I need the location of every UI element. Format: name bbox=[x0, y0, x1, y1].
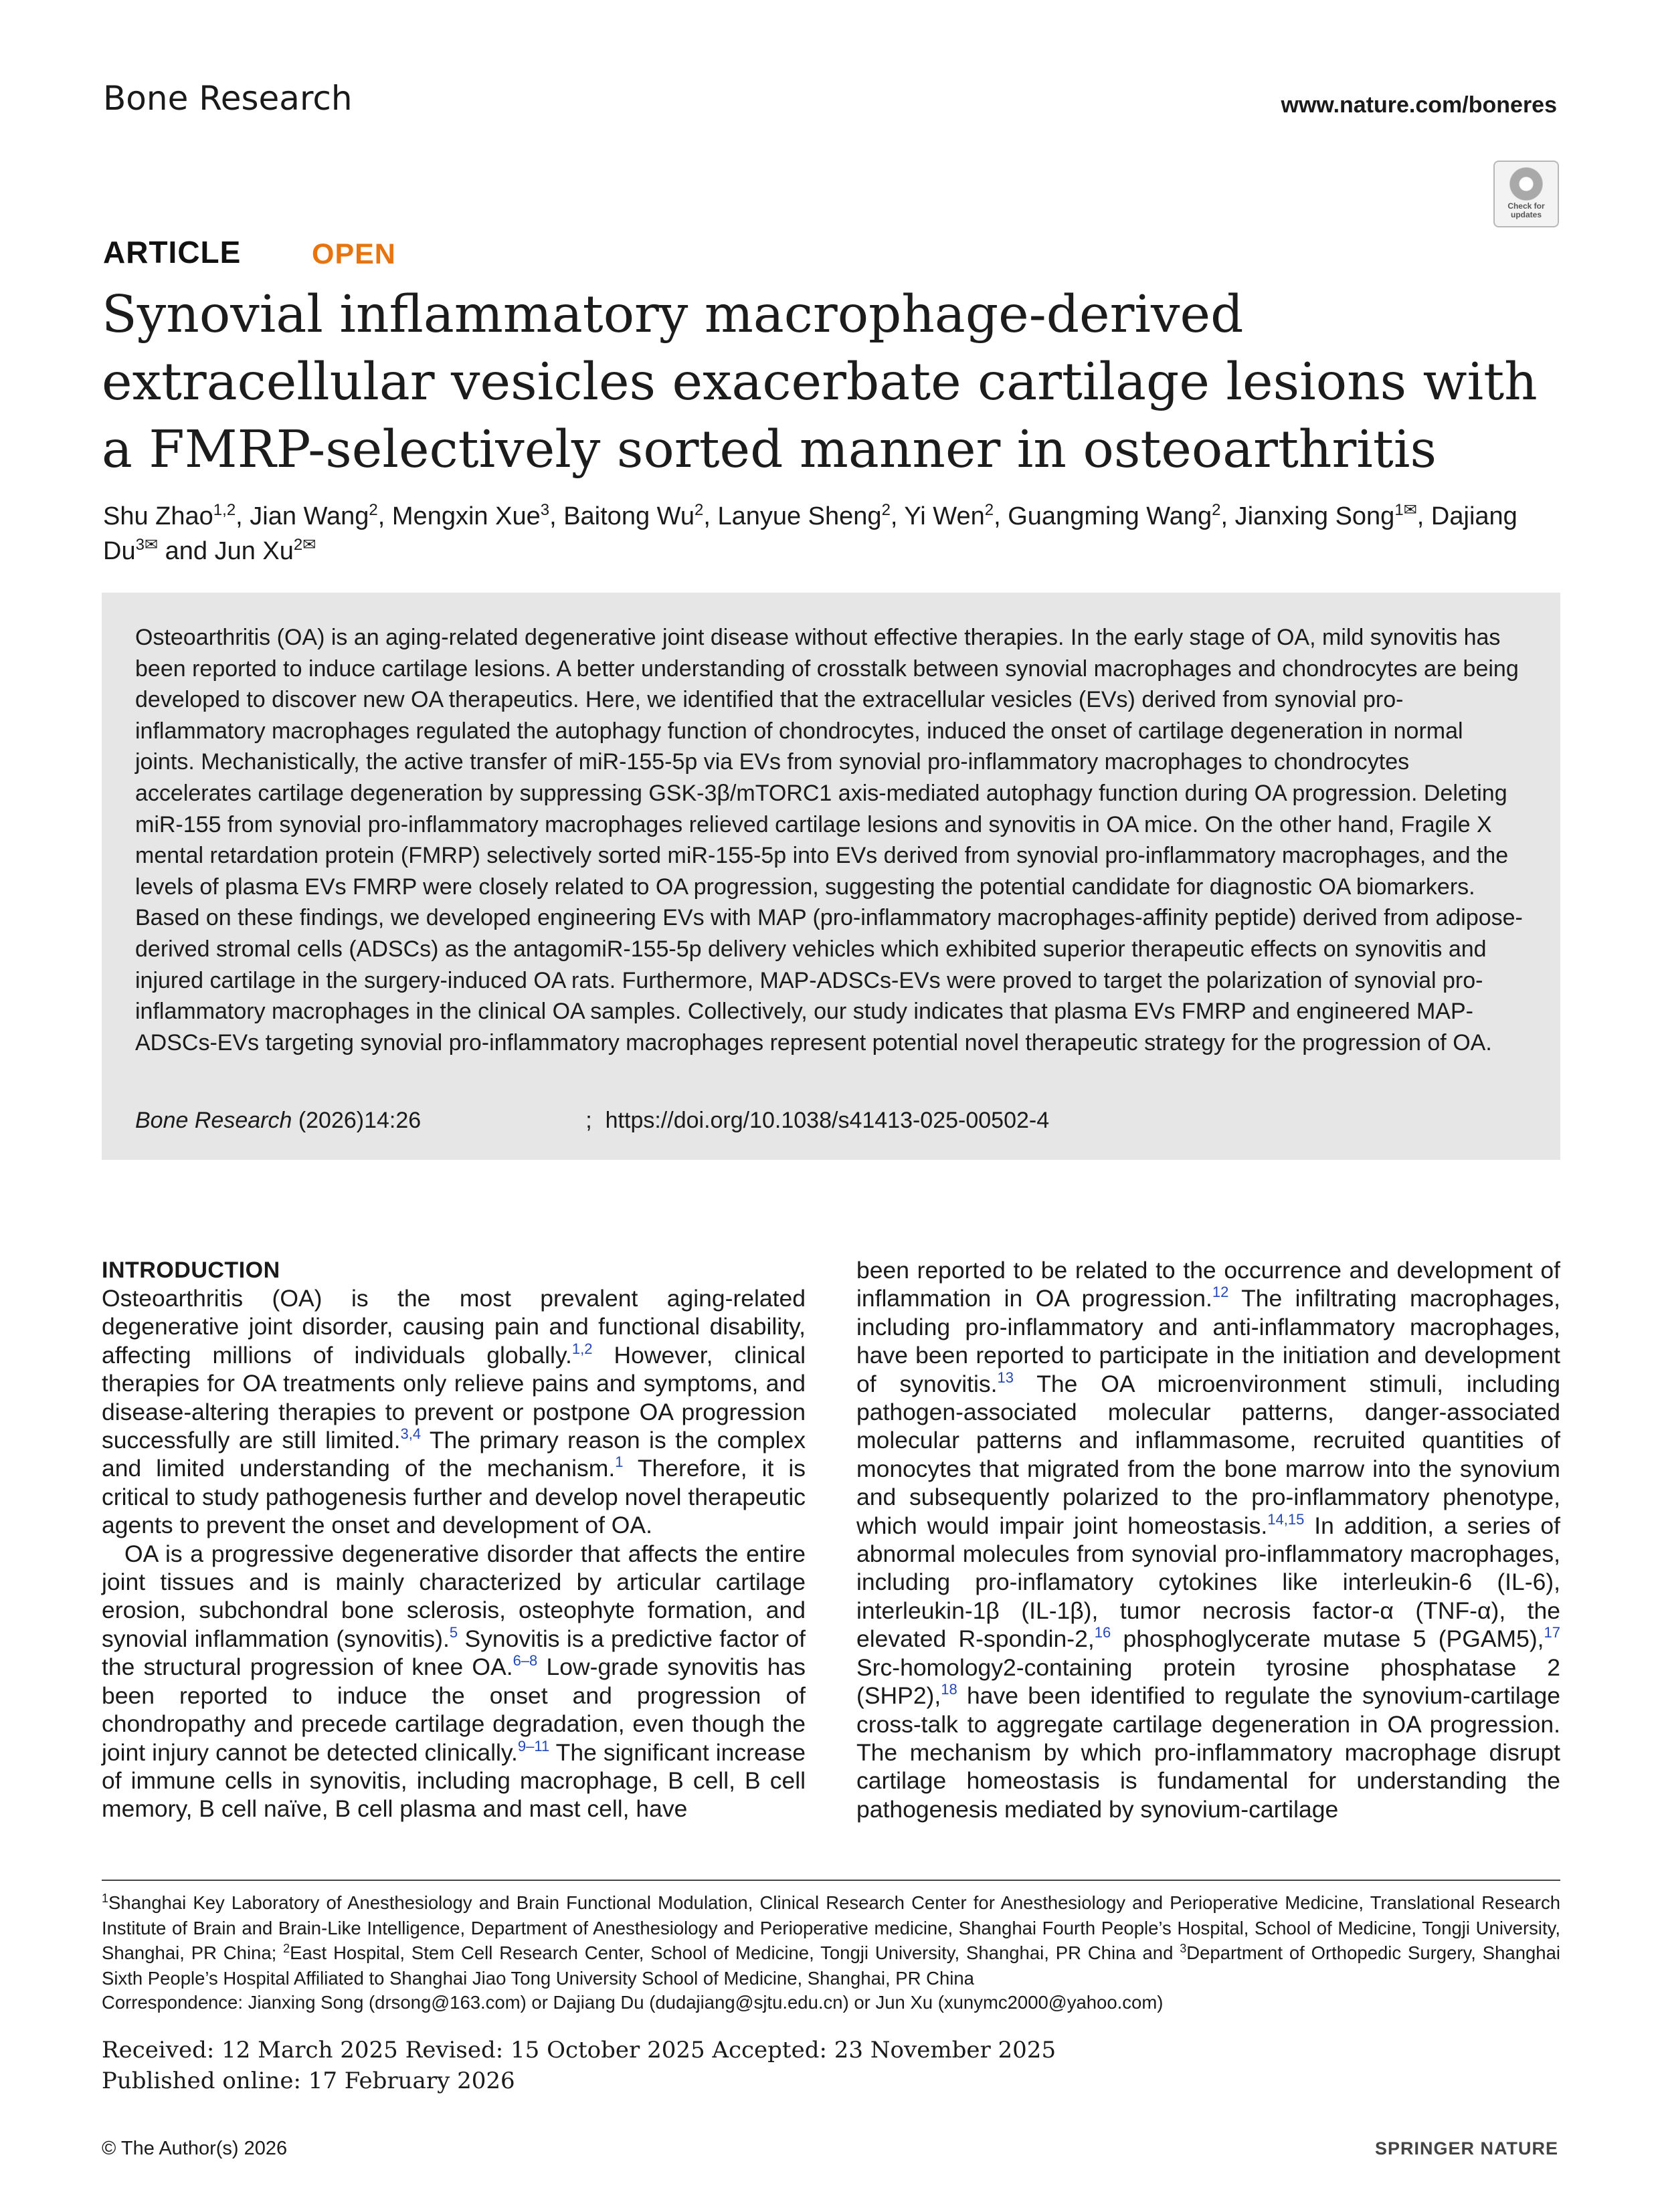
author-affiliation: 2 bbox=[1212, 501, 1221, 519]
aff-number: 3 bbox=[1180, 1942, 1187, 1955]
text-run: have been identified to regulate the synovium-cartilage cross-talk to aggregate cartilage degeneration in OA progression. The mechanism by which pro-inflammatory macrophage disrupt cartilage homeostasis is fundamental for understanding the pathogenesis mediated by synovium-cartilage bbox=[856, 1682, 1560, 1823]
publication-dates bbox=[102, 2035, 1056, 2096]
section-heading-introduction: INTRODUCTION bbox=[102, 1258, 280, 1283]
aff-number: 1 bbox=[102, 1892, 109, 1905]
text-run: However, clinical therapies for OA treatments only relieve pains and symptoms, and disease-altering therapies to prevent or postpone OA progression successfully are still limited. bbox=[102, 1341, 806, 1454]
paragraph-2 bbox=[102, 1540, 806, 1823]
citation-volume: (2026)14:26 bbox=[292, 1108, 422, 1133]
affiliation-3: Department of Orthopedic Surgery, Shanghai Sixth People’s Hospital Affiliated to Shanghai Jiao Tong University School of Medicine, Shanghai, PR China bbox=[102, 1942, 1560, 1989]
text-run: Low-grade synovitis has been reported to induce the onset and progression of chondropathy and precede cartilage degradation, even though the joint injury cannot be detected clinically. bbox=[102, 1653, 806, 1766]
author-affiliation: 3 bbox=[135, 536, 145, 554]
citation-ref[interactable]: 12 bbox=[1212, 1284, 1229, 1301]
author[interactable] bbox=[1235, 502, 1417, 530]
text-run: The OA microenvironment stimuli, including pathogen-associated molecular patterns, danger-associated molecular patterns and inflammasome, recruited quantities of monocytes that migrated from the bone marrow into the synovium and subsequently polarized to the pro-inflammatory phenotype, which would impair joint homeostasis. bbox=[856, 1370, 1560, 1539]
affiliation-1: Shanghai Key Laboratory of Anesthesiology and Brain Functional Modulation, Clinical Research Center for Anesthesiology and Perioperative Medicine, Translational Research Institute of Brain and Brain-Like Intelligence, Department of Anesthesiology and Perioperative medicine, Shanghai Fourth People’s Hospital, School of Medicine, Tongji University, Shanghai, PR China; bbox=[102, 1892, 1560, 1963]
citation-separator: ; bbox=[585, 1108, 592, 1133]
author[interactable] bbox=[1008, 502, 1220, 530]
envelope-icon[interactable]: ✉ bbox=[1403, 501, 1417, 519]
dates-published-online: Published online: 17 February 2026 bbox=[102, 2068, 515, 2094]
copyright-notice: © The Author(s) 2026 bbox=[102, 2138, 288, 2159]
citation-ref[interactable]: 6–8 bbox=[513, 1652, 538, 1670]
open-access-label: OPEN bbox=[312, 238, 396, 270]
abstract-text: Osteoarthritis (OA) is an aging-related degenerative joint disease without effective therapies. In the early stage of OA, mild synovitis has been reported to induce cartilage lesions. A better understanding of crosstalk between synovial macrophages and chondrocytes are being developed to discover new OA therapeutics. Here, we identified that the extracellular vesicles (EVs) derived from synovial pro-inflammatory macrophages regulated the autophagy function of chondrocytes, induced the onset of cartilage degeneration in normal joints. Mechanistically, the active transfer of miR-155-5p via EVs from synovial pro-inflammatory macrophages to chondrocytes accelerates cartilage degeneration by suppressing GSK-3β/mTORC1 axis-mediated autophagy function during OA progression. Deleting miR-155 from synovial pro-inflammatory macrophages relieved cartilage lesions and synovitis in OA mice. On the other hand, Fragile X mental retardation protein (FMRP) selectively sorted miR-155-5p into EVs derived from synovial pro-inflammatory macrophages, and the levels of plasma EVs FMRP were closely related to OA progression, suggesting the potential candidate for diagnostic OA biomarkers. Based on these findings, we developed engineering EVs with MAP (pro-inflammatory macrophages-affinity peptide) derived from adipose-derived stromal cells (ADSCs) as the antagomiR-155-5p delivery vehicles which exhibited superior therapeutic effects on synovitis and injured cartilage in the surgery-induced OA rats. Furthermore, MAP-ADSCs-EVs were proved to target the polarization of synovial pro-inflammatory macrophages in the clinical OA samples. Collectively, our study indicates that plasma EVs FMRP and engineered MAP-ADSCs-EVs targeting synovial pro-inflammatory macrophages represent potential novel therapeutic strategy for the progression of OA. bbox=[135, 625, 1523, 1055]
text-run: The infiltrating macrophages, including pro-inflammatory and anti-inflammatory macrophages, have been reported to participate in the initiation and development of synovitis. bbox=[856, 1285, 1560, 1397]
citation-journal: Bone Research bbox=[135, 1108, 292, 1133]
body-column-right bbox=[856, 1256, 1560, 1823]
author[interactable] bbox=[717, 502, 890, 530]
author-name: Baitong Wu bbox=[563, 502, 695, 530]
dates-received-revised-accepted: Received: 12 March 2025 Revised: 15 October 2025 Accepted: 23 November 2025 bbox=[102, 2037, 1056, 2064]
author-name: Dajiang Du bbox=[103, 502, 1517, 565]
author-affiliation: 2 bbox=[694, 501, 704, 519]
doi-link[interactable]: https://doi.org/10.1038/s41413-025-00502-4 bbox=[605, 1108, 1050, 1133]
author-name: Jianxing Song bbox=[1234, 502, 1395, 530]
author-list: Shu Zhao$^{1,2}$, Jian Wang$^2$, Mengxin Xue$^3$, Baitong Wu$^2$, Lanyue Sheng$^2$, Yi Wen$^2$, Guangming Wang$^2$, Jianxing Song$^{1✉}$, Dajiang $Du^{3✉}$ and Jun $Xu^{2✉}$ bbox=[103, 501, 1517, 565]
citation-ref[interactable]: 1 bbox=[615, 1453, 624, 1471]
citation-ref[interactable]: 3,4 bbox=[400, 1425, 422, 1443]
paragraph-1 bbox=[102, 1284, 806, 1540]
citation-ref[interactable]: 13 bbox=[997, 1369, 1014, 1386]
journal-url-link[interactable]: www.nature.com/boneres bbox=[1281, 92, 1557, 118]
author-affiliation: 3 bbox=[540, 501, 550, 519]
author-affiliation: 2 bbox=[984, 501, 994, 519]
text-run: The primary reason is the complex and limited understanding of the mechanism. bbox=[102, 1427, 806, 1482]
envelope-icon[interactable]: ✉ bbox=[144, 536, 159, 554]
author[interactable] bbox=[250, 502, 377, 530]
citation-ref[interactable]: 17 bbox=[1544, 1624, 1560, 1641]
citation-ref[interactable]: 9–11 bbox=[517, 1737, 550, 1754]
citation-ref[interactable]: 18 bbox=[941, 1681, 957, 1698]
citation-ref[interactable]: 16 bbox=[1094, 1624, 1111, 1641]
author-name: Yi Wen bbox=[904, 502, 985, 530]
citation-line bbox=[135, 1108, 1049, 1134]
check-updates-text-1: Check for bbox=[1507, 201, 1545, 211]
author-name: Mengxin Xue bbox=[391, 502, 541, 530]
article-type-label: ARTICLE bbox=[103, 235, 242, 270]
author-affiliation: 1,2 bbox=[213, 501, 236, 519]
affiliation-2: East Hospital, Stem Cell Research Center, School of Medicine, Tongji University, Shanghai, PR China and bbox=[290, 1942, 1180, 1963]
author-name: Guangming Wang bbox=[1008, 502, 1212, 530]
author-affiliation: 1 bbox=[1394, 501, 1404, 519]
article-title: Synovial inflammatory macrophage-derived extracellular vesicles exacerbate cartilage lesions with a FMRP-selectively sorted manner in osteoarthritis bbox=[102, 285, 1538, 480]
envelope-icon[interactable]: ✉ bbox=[302, 536, 316, 554]
journal-name: Bone Research bbox=[103, 79, 353, 118]
aff-number: 2 bbox=[283, 1942, 290, 1955]
body-column-left bbox=[102, 1256, 806, 1823]
affiliations-footnote bbox=[102, 1890, 1560, 1991]
author-affiliation: 2 bbox=[293, 536, 303, 554]
author-name: Jian Wang bbox=[250, 502, 369, 530]
publisher-logo: SPRINGER NATURE bbox=[1374, 2138, 1558, 2158]
text-run: Src-homology2-containing protein tyrosine phosphatase 2 (SHP2), bbox=[856, 1653, 1560, 1710]
author-affiliation: 2 bbox=[881, 501, 891, 519]
author-affiliation: 2 bbox=[369, 501, 378, 519]
paragraph-3 bbox=[856, 1256, 1560, 1823]
citation-ref[interactable]: 5 bbox=[449, 1623, 458, 1641]
text-run: In addition, a series of abnormal molecules from synovial pro-inflammatory macrophages, including pro-inflamatory cytokines like interleukin-6 (IL-6), interleukin-1β (IL-1β), tumor necrosis factor-α (TNF-α), the elevated R-spondin-2, bbox=[856, 1512, 1560, 1653]
abstract-box bbox=[102, 593, 1560, 1160]
text-run: Therefore, it is critical to study pathogenesis further and develop novel therapeutic agents to prevent the onset and development of OA. bbox=[102, 1455, 806, 1539]
text-run: Synovitis is a predictive factor of the structural progression of knee OA. bbox=[102, 1625, 806, 1681]
author-name: Lanyue Sheng bbox=[717, 502, 882, 530]
text-run: OA is a progressive degenerative disorder that affects the entire joint tissues and is mainly characterized by articular cartilage erosion, subchondral bone sclerosis, osteophyte formation, and synovial inflammation (synovitis). bbox=[102, 1540, 806, 1652]
check-for-updates-badge[interactable] bbox=[1493, 161, 1559, 227]
footnote-divider bbox=[102, 1880, 1560, 1881]
text-run: The significant increase of immune cells in synovitis, including macrophage, B cell, B cell memory, B cell naïve, B cell plasma and mast cell, have bbox=[102, 1738, 806, 1823]
author[interactable] bbox=[904, 502, 994, 530]
citation-ref[interactable]: 14,15 bbox=[1267, 1510, 1305, 1528]
text-run: been reported to be related to the occurrence and development of inflammation in OA progression. bbox=[856, 1257, 1560, 1312]
author-name: Shu Zhao bbox=[103, 502, 213, 530]
check-updates-icon bbox=[1509, 167, 1543, 201]
author[interactable] bbox=[103, 502, 236, 530]
author[interactable] bbox=[215, 537, 316, 565]
check-updates-text-2: updates bbox=[1510, 210, 1542, 219]
text-run: phosphoglycerate mutase 5 (PGAM5), bbox=[1111, 1625, 1544, 1653]
author-name: Jun Xu bbox=[214, 537, 294, 565]
author[interactable] bbox=[392, 502, 549, 530]
correspondence-note: Correspondence: Jianxing Song (drsong@163.com) or Dajiang Du (dudajiang@sjtu.edu.cn) or Jun Xu (xunymc2000@yahoo.com) bbox=[102, 1992, 1164, 2013]
text-run: Osteoarthritis (OA) is the most prevalent aging-related degenerative joint disorder, causing pain and functional disability, affecting millions of individuals globally. bbox=[102, 1285, 806, 1369]
author[interactable] bbox=[563, 502, 703, 530]
citation-ref[interactable]: 1,2 bbox=[571, 1340, 593, 1357]
